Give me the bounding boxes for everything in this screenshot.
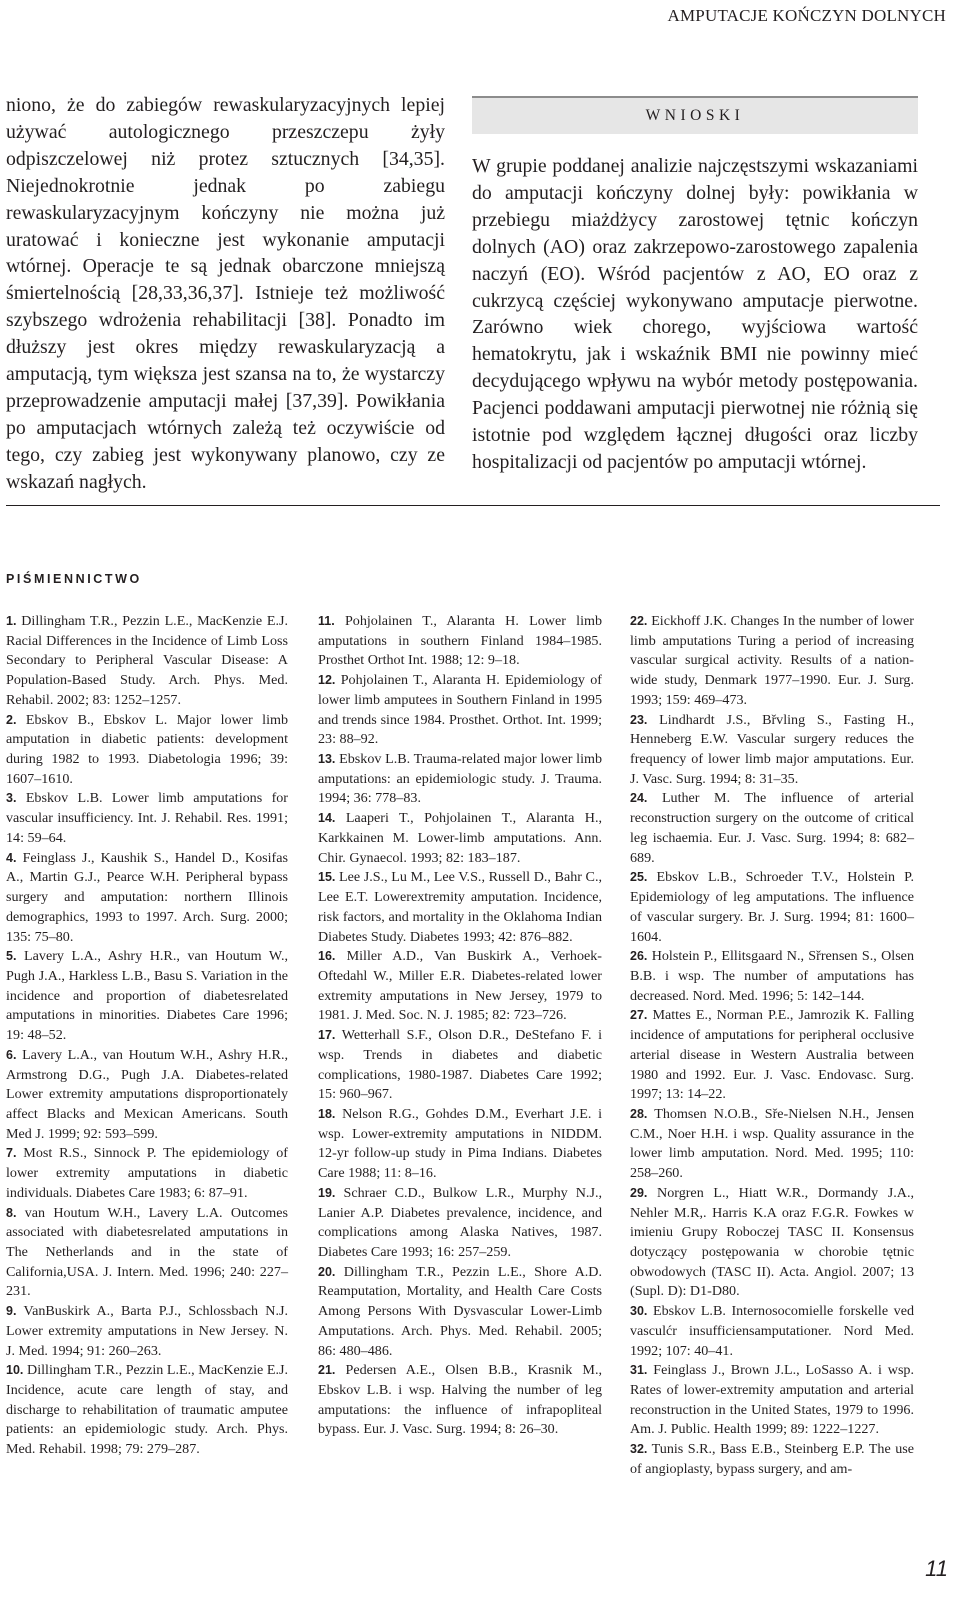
reference-number: 29. — [630, 1185, 648, 1200]
reference-item — [318, 1105, 602, 1184]
reference-text: Thomsen N.O.B., Sře-Nielsen N.H., Jensen C.M., Noer H.H. i wsp. Quality assurance in the lower limb amputation. Nord. Med. 1995; 110: 258–260. — [630, 1105, 914, 1182]
reference-item — [318, 750, 602, 809]
reference-number: 28. — [630, 1106, 648, 1121]
references-heading: PIŚMIENNICTWO — [6, 572, 142, 586]
conclusions-heading-box — [472, 96, 918, 134]
reference-text: Pohjolainen T., Alaranta H. Lower limb amputations in southern Finland 1984–1985. Prosthet Orthot Int. 1988; 12: 9–18. — [318, 613, 602, 669]
reference-item — [318, 1026, 602, 1105]
conclusions-heading: WNIOSKI — [645, 107, 745, 124]
reference-number: 18. — [318, 1106, 336, 1121]
reference-text: Ebskov L.B. Trauma-related major lower limb amputations: an epidemiologic study. J. Trauma. 1994; 36: 778–83. — [318, 751, 602, 807]
reference-item — [6, 612, 288, 711]
reference-number: 26. — [630, 949, 648, 964]
reference-text: Ebskov B., Ebskov L. Major lower limb amputation in diabetic patients: development during 1982 to 1993. Diabetologia 1996; 39: 1607–1610. — [6, 711, 288, 787]
reference-number: 24. — [630, 791, 648, 806]
reference-number: 12. — [318, 673, 336, 688]
reference-text: Schraer C.D., Bulkow L.R., Murphy N.J., Lanier A.P. Diabetes prevalence, incidence, and complications among Alaska Natives, 1987. Diabetes Care 1993; 16: 257–259. — [318, 1184, 602, 1260]
reference-text: Tunis S.R., Bass E.B., Steinberg E.P. The use of angioplasty, bypass surgery, and am- — [630, 1441, 914, 1477]
reference-text: Ebskov L.B. Lower limb amputations for vascular insufficiency. Int. J. Rehabil. Res. 1991; 14: 59–64. — [6, 790, 289, 846]
reference-item — [6, 1046, 288, 1145]
reference-item — [630, 1184, 914, 1302]
body-text-left: niono, że do zabiegów rewaskularyzacyjnych lepiej używać autologicznego przeszczepu żyły odpiszczelowej niż protez sztucznych [34,35]. Niejednokrotnie jednak po zabiegu rewaskularyzacyjnym kończyny nie można już uratować i konieczne jest wykonanie amputacji wtórnej. Operacje te są jednak obarczone mniejszą śmiertelnością [28,33,36,37]. Istnieje też możliwość szybszego wdrożenia rehabilitacji [38]. Ponadto im dłuższy jest okres między rewaskularyzacją a amputacją, tym większa jest szansa na to, że wystarczy przeprowadzenie amputacji małej [37,39]. Powikłania po amputacjach wtórnych zależą też oczywiście od tego, czy zabieg jest wykonywany planowo, czy ze wskazań nagłych. — [6, 94, 445, 493]
reference-number: 2. — [6, 712, 17, 727]
reference-item — [630, 1006, 914, 1105]
references-column-3 — [630, 612, 914, 1480]
reference-item — [630, 1302, 914, 1361]
reference-text: Norgren L., Hiatt W.R., Dormandy J.A., Nehler M.R,. Harris K.A oraz F.G.R. Fowkes w imieniu Grupy Roboczej TASC II. Konsensus dotyczący postępowania w chorobie tętnic obwodowych (TASC II). Acta. Angiol. 2007; 13 (Supl. D): D1-D80. — [630, 1184, 914, 1300]
reference-item — [6, 1144, 288, 1203]
reference-number: 1. — [6, 614, 17, 628]
reference-number: 22. — [630, 614, 648, 628]
reference-text: Pohjolainen T., Alaranta H. Epidemiology of lower limb amputees in Southern Finland in 1995 and trends since 1984. Prosthet. Orthot. Int. 1999; 23: 88–92. — [318, 672, 602, 748]
reference-text: Dillingham T.R., Pezzin L.E., Shore A.D. Reamputation, Mortality, and Health Care Costs Among Persons With Dysvascular Lower-Limb Amputations. Arch. Phys. Med. Rehabil. 2005; 86: 480–486. — [318, 1263, 602, 1359]
reference-item — [318, 947, 602, 1026]
reference-number: 17. — [318, 1028, 336, 1043]
reference-number: 15. — [318, 870, 336, 885]
reference-item — [318, 612, 602, 671]
reference-item — [630, 1105, 914, 1184]
running-title: AMPUTACJE KOŃCZYN DOLNYCH — [667, 6, 946, 25]
reference-text: Lavery L.A., Ashry H.R., van Houtum W., Pugh J.A., Harkless L.B., Basu S. Variation in the incidence and proportion of diabetesrelated amputations in minorities. Diabetes Care 1996; 19: 48–52. — [6, 948, 288, 1044]
reference-item — [6, 789, 288, 848]
reference-item — [6, 947, 288, 1046]
reference-item — [6, 711, 288, 790]
reference-text: Nelson R.G., Gohdes D.M., Everhart J.E. i wsp. Lower-extremity amputations in NIDDM. 12-yr follow-up study in Pima Indians. Diabetes Care 1988; 11: 8–16. — [318, 1105, 602, 1182]
reference-number: 5. — [6, 949, 17, 964]
reference-text: van Houtum W.H., Lavery L.A. Outcomes associated with diabetesrelated amputations in The Netherlands and in the state of California,USA. J. Intern. Med. 1996; 240: 227–231. — [6, 1204, 288, 1300]
reference-number: 6. — [6, 1047, 17, 1062]
reference-text: Luther M. The influence of arterial reconstruction surgery on the outcome of critical leg ischaemia. Eur. J. Vasc. Surg. 1994; 8: 682–689. — [630, 790, 914, 866]
page-number: 11 — [925, 1556, 948, 1581]
reference-text: Dillingham T.R., Pezzin L.E., MacKenzie E.J. Racial Differences in the Incidence of Limb Loss Secondary to Peripheral Vascular Disease: A Population-Based Study. Arch. Phys. Med. Rehabil. 2002; 83: 1252–1257. — [6, 613, 288, 708]
reference-number: 31. — [630, 1363, 648, 1378]
reference-item — [6, 849, 288, 948]
reference-number: 4. — [6, 850, 17, 865]
reference-text: Pedersen A.E., Olsen B.B., Krasnik M., Ebskov L.B. i wsp. Halving the number of leg amputations: the influence of infrapopliteal bypass. Eur. J. Vasc. Surg. 1994; 8: 26–30. — [318, 1362, 602, 1438]
reference-text: Lee J.S., Lu M., Lee V.S., Russell D., Bahr C., Lee E.T. Lowerextremity amputation. Incidence, risk factors, and mortality in the Oklahoma Indian Diabetes Study. Diabetes 1993; 42: 876–882. — [318, 869, 602, 945]
reference-number: 16. — [318, 949, 336, 964]
reference-number: 7. — [6, 1146, 17, 1161]
reference-number: 30. — [630, 1304, 648, 1319]
reference-item — [630, 947, 914, 1006]
reference-number: 25. — [630, 870, 648, 885]
section-divider — [6, 505, 940, 506]
reference-item — [318, 1361, 602, 1440]
reference-text: Laaperi T., Pohjolainen T., Alaranta H., Karkkainen M. Lower-limb amputations. Ann. Chir. Gynaecol. 1993; 82: 183–187. — [318, 810, 602, 866]
reference-text: Ebskov L.B., Schroeder T.V., Holstein P. Epidemiology of leg amputations. The influence of vascular surgery. Br. J. Surg. 1994; 81: 1600–1604. — [630, 869, 914, 945]
reference-number: 20. — [318, 1264, 336, 1279]
reference-number: 21. — [318, 1363, 336, 1378]
references-column-2 — [318, 612, 602, 1440]
reference-number: 9. — [6, 1304, 17, 1319]
reference-text: Feinglass J., Brown J.L., LoSasso A. i wsp. Rates of lower-extremity amputation and arterial reconstruction in the United States, 1979 to 1996. Am. J. Public. Health 1999; 89: 1222–1227. — [630, 1362, 914, 1438]
reference-item — [630, 868, 914, 947]
reference-number: 19. — [318, 1185, 336, 1200]
reference-item — [318, 1184, 602, 1263]
reference-text: Lindhardt J.S., Břvling S., Fasting H., Henneberg E.W. Vascular surgery reduces the frequency of lower limb major amputations. Eur. J. Vasc. Surg. 1994; 8: 31–35. — [630, 711, 914, 787]
reference-text: Eickhoff J.K. Changes In the number of lower limb amputations Turing a period of increasing vascular surgical activity. Results of a nation-wide study, Denmark 1977–1990. Eur. J. Surg. 1993; 159: 469–473. — [630, 613, 914, 708]
reference-item — [318, 809, 602, 868]
reference-item — [630, 711, 914, 790]
reference-text: Ebskov L.B. Internosocomielle forskelle ved vasculćr insufficiensamputationer. Nord Med. 1992; 107: 40–41. — [630, 1303, 914, 1359]
reference-item — [318, 1263, 602, 1362]
reference-number: 32. — [630, 1442, 648, 1457]
reference-item — [630, 1361, 914, 1440]
reference-text: Most R.S., Sinnock P. The epidemiology of lower extremity amputations in diabetic individuals. Diabetes Care 1983; 6: 87–91. — [6, 1145, 288, 1201]
reference-text: VanBuskirk A., Barta P.J., Schlossbach N.J. Lower extremity amputations in New Jersey. N. J. Med. 1994; 91: 260–263. — [6, 1303, 288, 1359]
conclusions-text: W grupie poddanej analizie najczęstszymi wskazaniami do amputacji kończyny dolnej były: powikłania w przebiegu miażdżycy zarostowej tętnic kończyn dolnych (AO) oraz zakrzepowo-zarostowego zapalenia naczyń (EO). Wśród pacjentów z AO, EO oraz z cukrzycą częściej wykonywano amputacje pierwotne. Zarówno wiek chorego, wyjściowa wartość hematokrytu, jak i wskaźnik BMI nie powinny mieć decydującego wpływu na wybór metody postępowania. Pacjenci poddawani amputacji pierwotnej nie różnią się istotnie pod względem łącznej długości oraz liczby hospitalizacji od pacjentów po amputacji wtórnej. — [472, 155, 918, 473]
reference-text: Mattes E., Norman P.E., Jamrozik K. Falling incidence of amputations for peripheral occlusive arterial disease in Western Australia between 1980 and 1992. Eur. J. Vasc. Endovasc. Surg. 1997; 13: 14–22. — [630, 1007, 914, 1103]
reference-item — [6, 1204, 288, 1303]
reference-number: 14. — [318, 811, 336, 826]
reference-number: 13. — [318, 752, 336, 767]
reference-item — [6, 1361, 288, 1460]
reference-number: 8. — [6, 1205, 17, 1220]
reference-number: 10. — [6, 1363, 24, 1378]
reference-text: Miller A.D., Van Buskirk A., Verhoek-Oftedahl W., Miller E.R. Diabetes-related lower extremity amputations in New Jersey, 1979 to 1981. J. Med. Soc. N. J. 1985; 82: 723–726. — [318, 948, 602, 1024]
reference-item — [630, 612, 914, 711]
reference-item — [630, 789, 914, 868]
reference-text: Wetterhall S.F., Olson D.R., DeStefano F. i wsp. Trends in diabetes and diabetic complications, 1980-1987. Diabetes Care 1992; 15: 960–967. — [318, 1027, 602, 1103]
reference-number: 27. — [630, 1008, 648, 1023]
reference-text: Lavery L.A., van Houtum W.H., Ashry H.R., Armstrong D.G., Pugh J.A. Diabetes-related Lower extremity amputations disproportionately affect Blacks and Mexican Americans. South Med J. 1999; 92: 593–599. — [6, 1046, 288, 1142]
reference-text: Dillingham T.R., Pezzin L.E., MacKenzie E.J. Incidence, acute care length of stay, and discharge to rehabilitation of traumatic amputee patients: an epidemiologic study. Arch. Phys. Med. Rehabil. 1998; 79: 279–287. — [6, 1362, 288, 1458]
reference-text: Feinglass J., Kaushik S., Handel D., Kosifas A., Martin G.J., Pearce W.H. Peripheral bypass surgery and amputation: northern Illinois demographics, 1993 to 1997. Arch. Surg. 2000; 135: 75–80. — [6, 849, 288, 945]
reference-text: Holstein P., Ellitsgaard N., Sřrensen S., Olsen B.B. i wsp. The number of amputations has decreased. Nord. Med. 1996; 5: 142–144. — [630, 948, 914, 1004]
reference-number: 11. — [318, 614, 335, 628]
references-column-1 — [6, 612, 288, 1460]
reference-item — [6, 1302, 288, 1361]
reference-number: 23. — [630, 712, 648, 727]
running-header — [0, 0, 960, 32]
reference-item — [630, 1440, 914, 1479]
reference-item — [318, 868, 602, 947]
reference-number: 3. — [6, 791, 17, 806]
reference-item — [318, 671, 602, 750]
